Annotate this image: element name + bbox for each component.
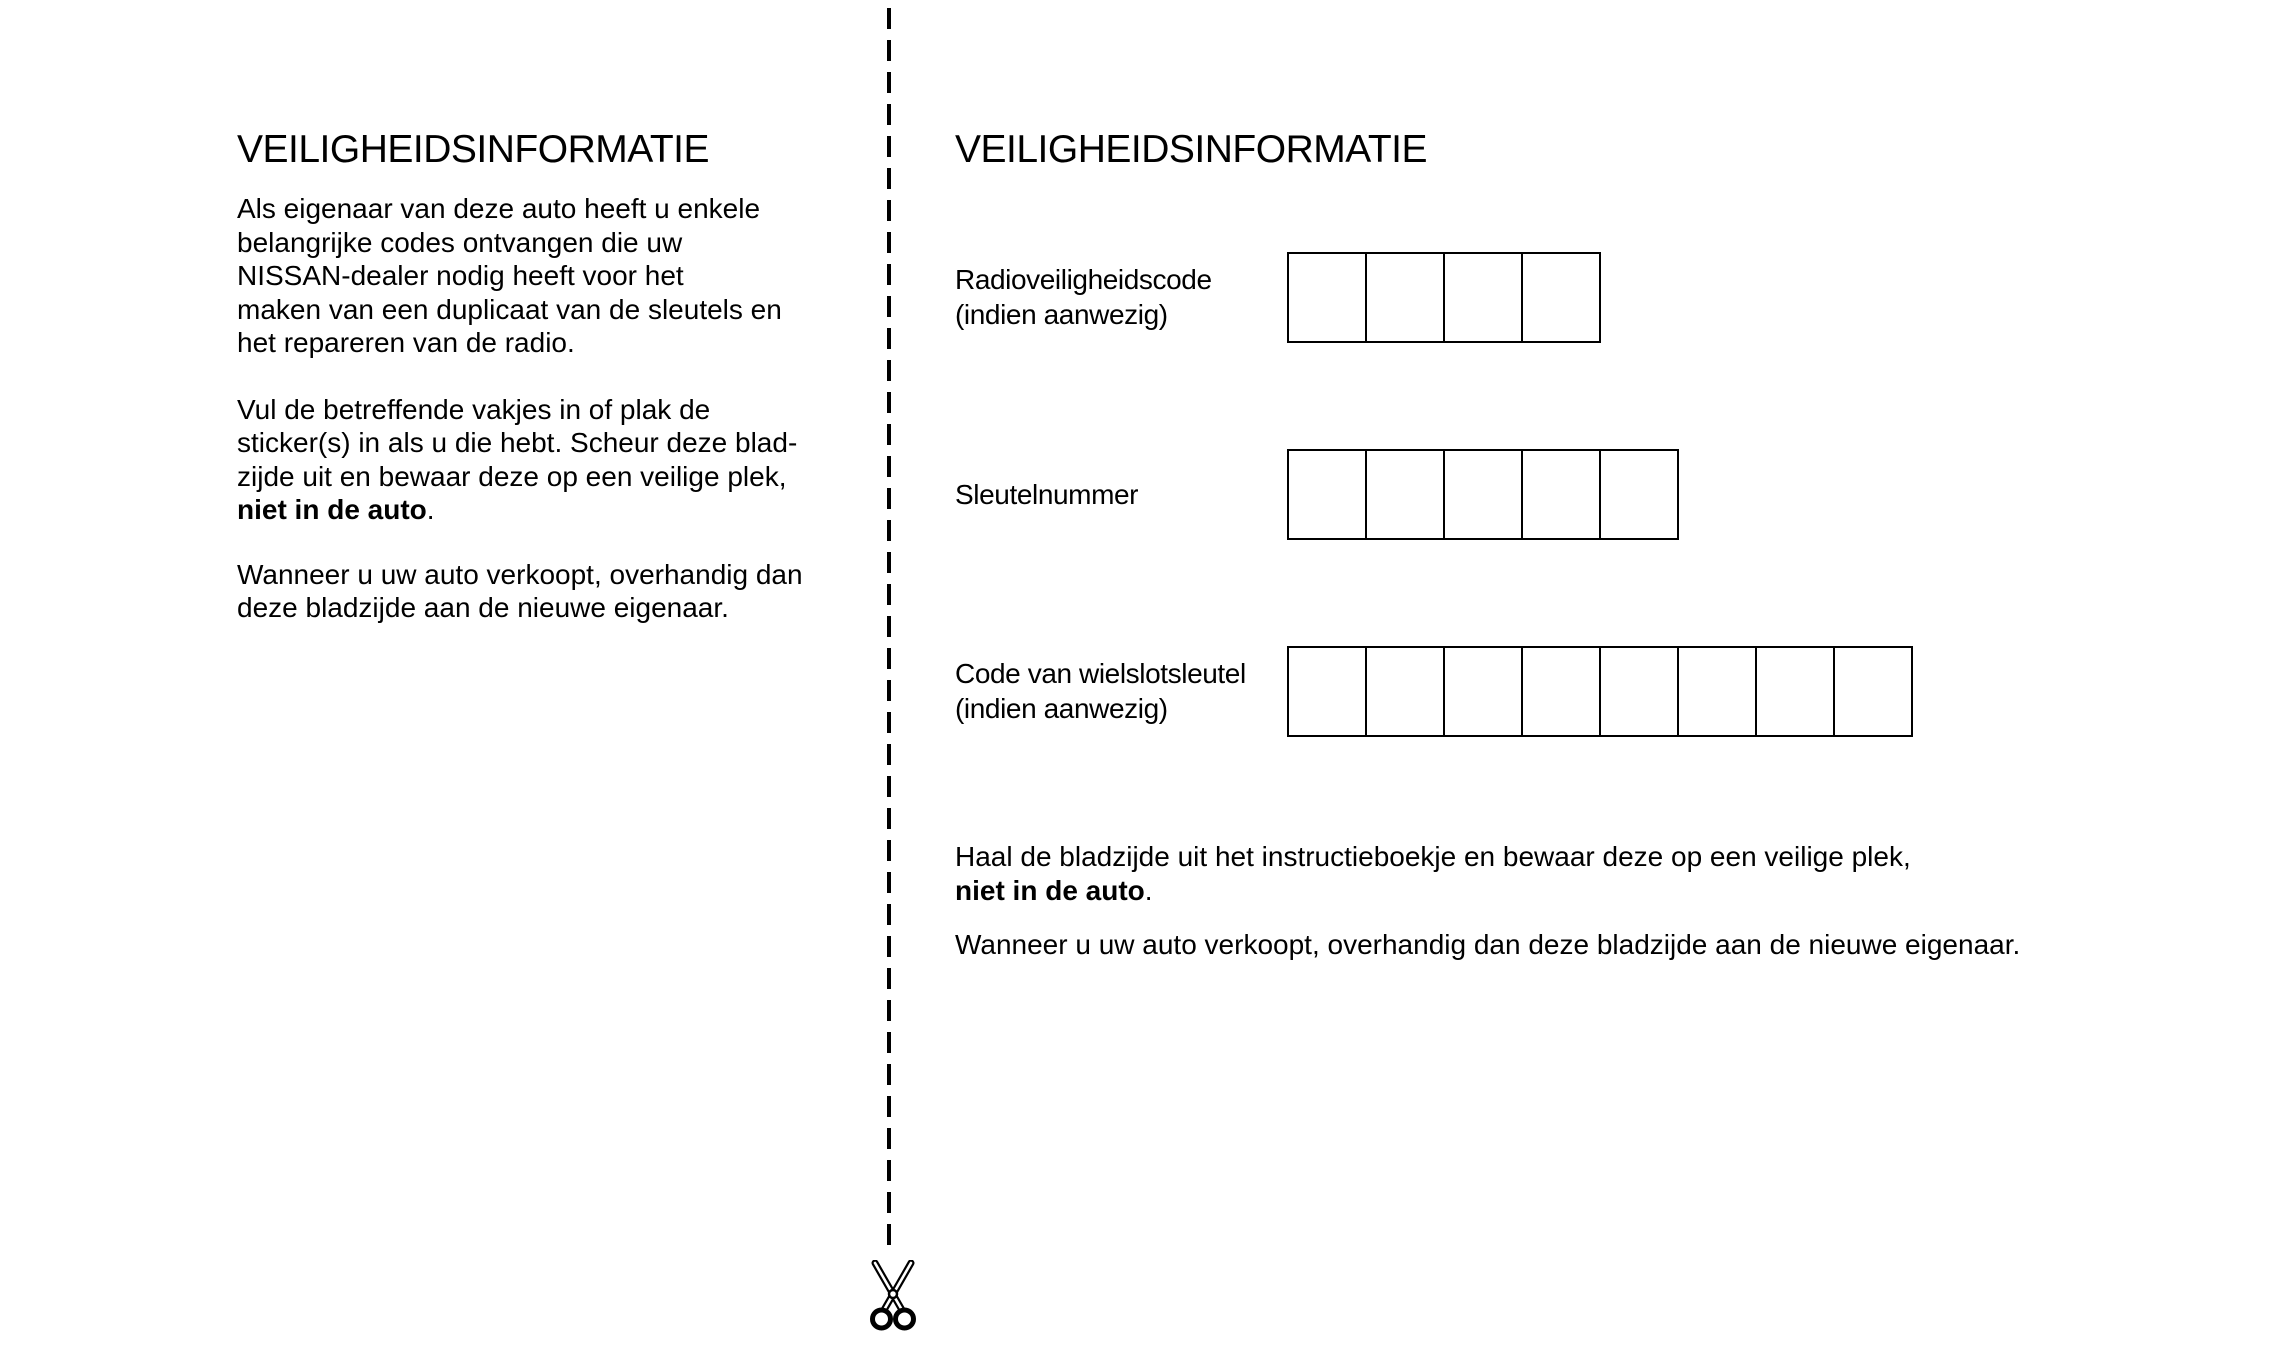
- scissors-icon: [866, 1260, 920, 1332]
- code-cell[interactable]: [1600, 450, 1678, 539]
- text-line: maken van een duplicaat van de sleutels en: [237, 293, 782, 325]
- text-line: NISSAN-dealer nodig heeft voor het: [237, 260, 684, 291]
- field-label-radio-code: [955, 262, 1287, 332]
- code-cell[interactable]: [1288, 253, 1366, 342]
- code-cell[interactable]: [1834, 647, 1912, 736]
- field-label-wheel-lock-code: [955, 656, 1287, 726]
- text-line: Code van wielslotsleutel: [955, 658, 1246, 689]
- code-cell[interactable]: [1522, 253, 1600, 342]
- code-cell[interactable]: [1366, 450, 1444, 539]
- text-line: Vul de betreffende vakjes in of plak de: [237, 393, 711, 425]
- code-cell[interactable]: [1288, 450, 1366, 539]
- code-cell[interactable]: [1366, 647, 1444, 736]
- text-line: het repareren van de radio.: [237, 327, 575, 358]
- punctuation: .: [426, 494, 435, 525]
- code-cell[interactable]: [1600, 647, 1678, 736]
- paragraph-sell-car: [237, 558, 857, 625]
- text-line: Wanneer u uw auto verkoopt, overhandig dan deze bladzijde aan de nieuwe eigenaar.: [955, 929, 2021, 960]
- code-cell[interactable]: [1756, 647, 1834, 736]
- text-line: zijde uit en bewaar deze op een veilige plek,: [237, 460, 787, 492]
- text-line: deze bladzijde aan de nieuwe eigenaar.: [237, 592, 729, 623]
- code-cell[interactable]: [1444, 647, 1522, 736]
- text-line: belangrijke codes ontvangen die uw: [237, 226, 683, 258]
- paragraph-fill-boxes: [237, 393, 857, 527]
- text-line: Wanneer u uw auto verkoopt, overhandig dan: [237, 558, 803, 590]
- field-row-radio-code: [955, 251, 1601, 343]
- page-title-left: VEILIGHEIDSINFORMATIE: [237, 128, 710, 171]
- code-cell[interactable]: [1522, 450, 1600, 539]
- code-cell[interactable]: [1444, 253, 1522, 342]
- code-cell[interactable]: [1522, 647, 1600, 736]
- code-boxes-radio: [1287, 252, 1601, 343]
- field-label-key-number: [955, 477, 1287, 512]
- text-line: Als eigenaar van deze auto heeft u enkele: [237, 193, 761, 224]
- field-row-wheel-lock-code: [955, 645, 1913, 737]
- paragraph-owner-codes: [237, 192, 857, 360]
- text-line: (indien aanwezig): [955, 693, 1168, 724]
- text-line: Radioveiligheidscode: [955, 264, 1212, 295]
- text-line: [955, 874, 2205, 908]
- text-line: sticker(s) in als u die hebt. Scheur deze blad-: [237, 427, 798, 458]
- bold-not-in-car: niet in de auto: [237, 494, 427, 525]
- code-cell[interactable]: [1678, 647, 1756, 736]
- punctuation: .: [1144, 874, 1153, 906]
- text-line: (indien aanwezig): [955, 299, 1168, 330]
- code-cell[interactable]: [1366, 253, 1444, 342]
- code-boxes-key: [1287, 449, 1679, 540]
- bold-not-in-car: niet in de auto: [955, 874, 1145, 906]
- right-note-block: [955, 840, 2205, 962]
- code-cell[interactable]: [1288, 647, 1366, 736]
- page-title-right: VEILIGHEIDSINFORMATIE: [955, 128, 1428, 171]
- text-line: Haal de bladzijde uit het instructieboekje en bewaar deze op een veilige plek,: [955, 841, 1911, 872]
- code-boxes-wheel-lock: [1287, 646, 1913, 737]
- left-column: [237, 170, 857, 625]
- field-row-key-number: [955, 448, 1679, 540]
- cut-dashed-line: [887, 8, 891, 1252]
- text-line: Sleutelnummer: [955, 478, 1139, 510]
- code-cell[interactable]: [1444, 450, 1522, 539]
- text-line: [237, 493, 857, 527]
